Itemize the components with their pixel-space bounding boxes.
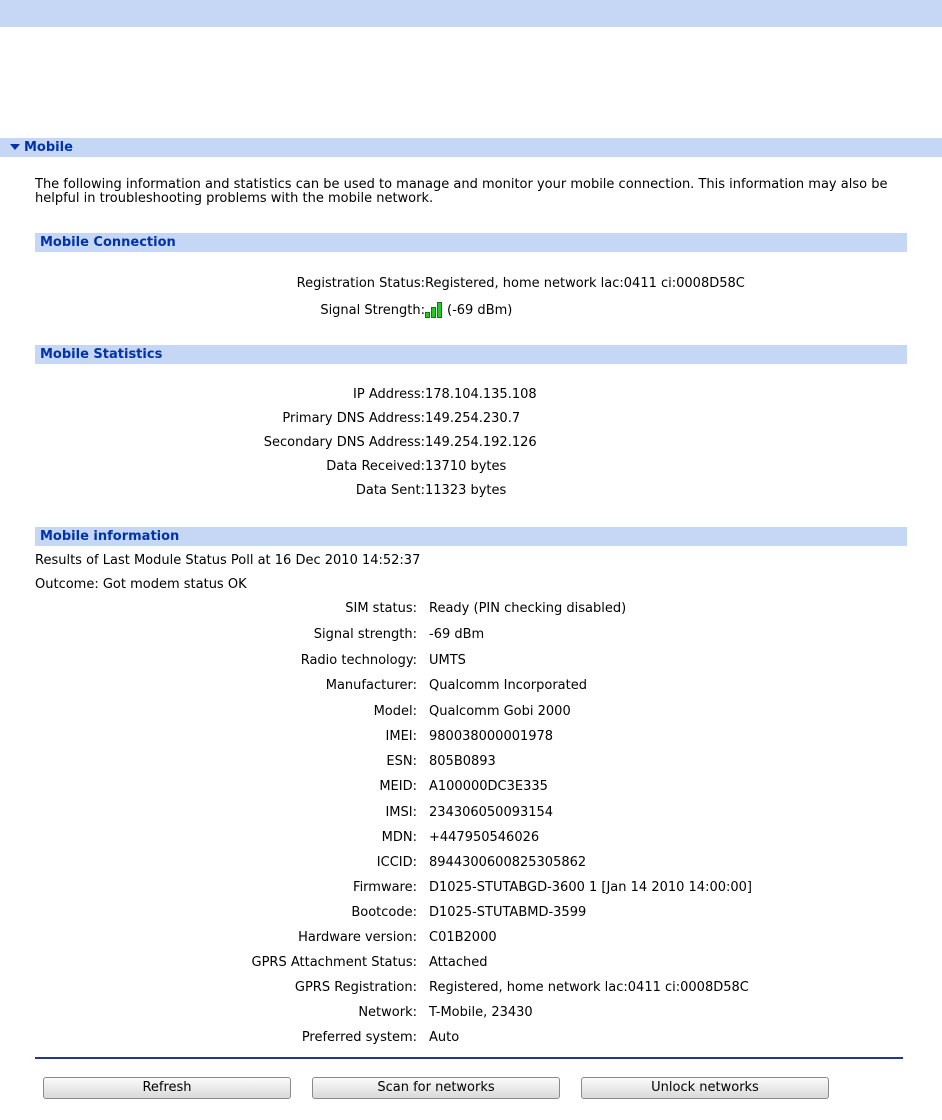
info-row [0, 651, 942, 671]
info-row [0, 599, 942, 619]
stat-row [0, 481, 942, 501]
info-row [0, 752, 942, 772]
info-row [0, 1028, 942, 1048]
info-value: Qualcomm Incorporated [429, 678, 587, 693]
section-divider [35, 1057, 903, 1059]
stat-value: 149.254.192.126 [425, 435, 537, 450]
stat-value: 178.104.135.108 [425, 387, 537, 402]
info-row [0, 803, 942, 823]
signal-bars-icon [425, 302, 442, 318]
signal-bar [431, 307, 436, 318]
info-value: 234306050093154 [429, 805, 554, 820]
info-value: Registered, home network lac:0411 ci:0008D58C [429, 980, 749, 995]
info-label: Preferred system: [301, 1030, 417, 1045]
mobile-connection-header: Mobile Connection [35, 233, 907, 252]
info-value: A100000DC3E335 [429, 779, 548, 794]
stat-value: 13710 bytes [425, 459, 507, 474]
refresh-button[interactable]: Refresh [43, 1077, 291, 1099]
info-label: MDN: [381, 830, 417, 845]
info-row [0, 928, 942, 948]
info-value: Qualcomm Gobi 2000 [429, 704, 571, 719]
info-label: SIM status: [345, 601, 417, 616]
info-row [0, 1003, 942, 1023]
stat-label: Secondary DNS Address: [263, 435, 425, 450]
stat-row [0, 409, 942, 429]
info-value: D1025-STUTABGD-3600 1 [Jan 14 2010 14:00:00] [429, 880, 752, 895]
info-value: 8944300600825305862 [429, 855, 587, 870]
stat-row [0, 433, 942, 453]
info-label: Radio technology: [300, 653, 417, 668]
registration-status-row [0, 274, 942, 294]
signal-bar [437, 302, 442, 318]
info-label: Bootcode: [351, 905, 417, 920]
info-row [0, 828, 942, 848]
signal-strength-label: Signal Strength: [320, 303, 425, 318]
info-label: Hardware version: [298, 930, 417, 945]
scan-for-networks-button[interactable]: Scan for networks [312, 1077, 560, 1099]
stat-label: IP Address: [353, 387, 425, 402]
info-value: C01B2000 [429, 930, 497, 945]
info-value: Auto [429, 1030, 460, 1045]
info-label: GPRS Attachment Status: [251, 955, 417, 970]
info-value: 805B0893 [429, 754, 496, 769]
collapse-arrow-icon[interactable] [10, 144, 20, 150]
stat-row [0, 385, 942, 405]
poll-outcome-line: Outcome: Got modem status OK [35, 577, 247, 592]
info-label: ESN: [386, 754, 417, 769]
info-value: D1025-STUTABMD-3599 [429, 905, 587, 920]
stat-row [0, 457, 942, 477]
info-label: Firmware: [353, 880, 417, 895]
info-label: Model: [373, 704, 417, 719]
signal-strength-value [425, 301, 512, 321]
registration-status-label: Registration Status: [296, 276, 425, 291]
info-label: Network: [358, 1005, 417, 1020]
info-row [0, 777, 942, 797]
info-label: Signal strength: [313, 627, 417, 642]
info-value: 980038000001978 [429, 729, 554, 744]
info-value: +447950546026 [429, 830, 540, 845]
info-row [0, 676, 942, 696]
signal-strength-row [0, 301, 942, 321]
stat-label: Data Received: [326, 459, 425, 474]
info-row [0, 878, 942, 898]
info-row [0, 978, 942, 998]
unlock-networks-button[interactable]: Unlock networks [581, 1077, 829, 1099]
poll-results-line: Results of Last Module Status Poll at 16 Dec 2010 14:52:37 [35, 553, 421, 568]
registration-status-value: Registered, home network lac:0411 ci:0008D58C [425, 276, 745, 291]
stat-value: 149.254.230.7 [425, 411, 521, 426]
info-label: MEID: [379, 779, 417, 794]
mobile-information-header: Mobile information [35, 527, 907, 546]
info-value: Attached [429, 955, 488, 970]
info-label: GPRS Registration: [294, 980, 417, 995]
info-label: Manufacturer: [325, 678, 417, 693]
info-row [0, 727, 942, 747]
mobile-section-header[interactable] [0, 138, 942, 157]
info-label: IMEI: [385, 729, 417, 744]
mobile-section-title: Mobile [24, 140, 73, 155]
intro-text: The following information and statistics can be used to manage and monitor your mobile connection. This information may also be helpful in troubleshooting problems with the mobile network. [35, 177, 888, 206]
info-label: ICCID: [376, 855, 417, 870]
info-value: T-Mobile, 23430 [429, 1005, 533, 1020]
signal-bar [425, 312, 430, 318]
info-row [0, 853, 942, 873]
info-label: IMSI: [385, 805, 417, 820]
mobile-statistics-header: Mobile Statistics [35, 345, 907, 364]
info-row [0, 625, 942, 645]
info-value: Ready (PIN checking disabled) [429, 601, 627, 616]
info-value: UMTS [429, 653, 466, 668]
info-value: -69 dBm [429, 627, 485, 642]
info-row [0, 903, 942, 923]
signal-dbm-text: (-69 dBm) [447, 303, 513, 318]
info-row [0, 702, 942, 722]
info-row [0, 953, 942, 973]
stat-label: Data Sent: [355, 483, 425, 498]
top-banner [0, 0, 942, 27]
stat-label: Primary DNS Address: [282, 411, 425, 426]
stat-value: 11323 bytes [425, 483, 507, 498]
